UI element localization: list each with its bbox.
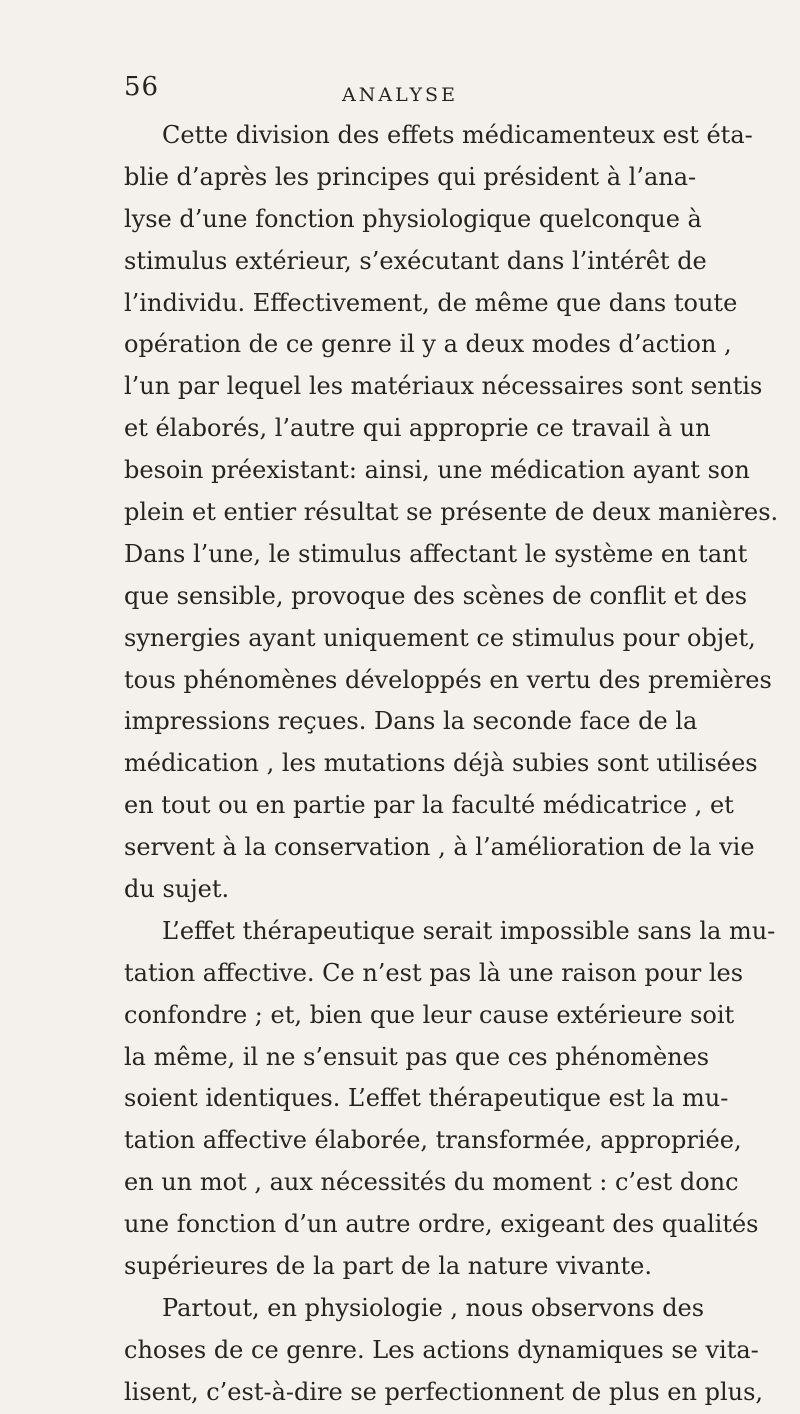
text-line: tous phénomènes développés en vertu des premières bbox=[124, 665, 772, 694]
text-line: Dans l’une, le stimulus affectant le système en tant bbox=[124, 539, 748, 568]
text-line: soient identiques. L’effet thérapeutique est la mu- bbox=[124, 1084, 729, 1113]
text-line: l’un par lequel les matériaux nécessaires sont sentis bbox=[124, 372, 763, 401]
text-line: servent à la conservation , à l’amélioration de la vie bbox=[124, 833, 755, 862]
text-line: besoin préexistant: ainsi, une médication ayant son bbox=[124, 456, 750, 485]
text-line: opération de ce genre il y a deux modes d’action , bbox=[124, 330, 732, 359]
text-line: lyse d’une fonction physiologique quelconque à bbox=[124, 204, 702, 233]
text-line: tation affective élaborée, transformée, appropriée, bbox=[124, 1126, 742, 1155]
running-title: ANALYSE bbox=[342, 84, 458, 106]
text-line: tation affective. Ce n’est pas là une raison pour les bbox=[124, 958, 744, 987]
text-line: en un mot , aux nécessités du moment : c’est donc bbox=[124, 1168, 739, 1197]
text-line: une fonction d’un autre ordre, exigeant des qualités bbox=[124, 1210, 759, 1239]
text-line: stimulus extérieur, s’exécutant dans l’intérêt de bbox=[124, 246, 707, 275]
body-text bbox=[124, 115, 779, 1414]
page-number: 56 bbox=[124, 72, 160, 102]
text-line: lisent, c’est-à-dire se perfectionnent de plus en plus, bbox=[124, 1377, 764, 1406]
text-line: Cette division des effets médicamenteux est éta- bbox=[162, 121, 753, 149]
text-line: et élaborés, l’autre qui approprie ce travail à un bbox=[124, 414, 711, 443]
text-line: confondre ; et, bien que leur cause extérieure soit bbox=[124, 1000, 735, 1029]
text-line: L’effet thérapeutique serait impossible sans la mu- bbox=[162, 916, 776, 945]
text-line: plein et entier résultat se présente de deux manières. bbox=[124, 498, 779, 527]
text-line: Partout, en physiologie , nous observons des bbox=[162, 1293, 705, 1322]
text-line: blie d’après les principes qui président à l’ana- bbox=[124, 162, 697, 191]
text-line: supérieures de la part de la nature vivante. bbox=[124, 1252, 653, 1281]
text-line: choses de ce genre. Les actions dynamiques se vita- bbox=[124, 1335, 759, 1364]
text-line: en tout ou en partie par la faculté médicatrice , et bbox=[124, 791, 734, 820]
text-line: synergies ayant uniquement ce stimulus pour objet, bbox=[124, 623, 756, 652]
text-line: médication , les mutations déjà subies sont utilisées bbox=[124, 749, 758, 778]
text-line: du sujet. bbox=[124, 875, 230, 904]
text-line: que sensible, provoque des scènes de conflit et des bbox=[124, 581, 748, 610]
text-line: la même, il ne s’ensuit pas que ces phénomènes bbox=[124, 1042, 710, 1071]
text-line: l’individu. Effectivement, de même que dans toute bbox=[124, 288, 738, 317]
text-line: impressions reçues. Dans la seconde face de la bbox=[124, 707, 698, 736]
